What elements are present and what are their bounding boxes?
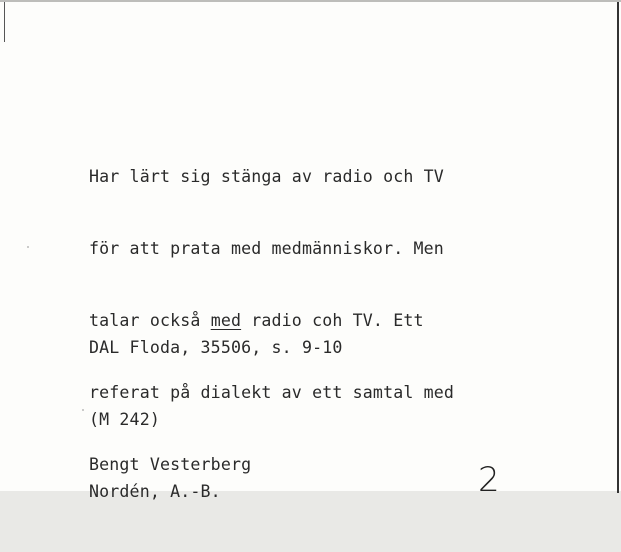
underlined-word: med: [210, 311, 242, 330]
handwritten-page-number: 2: [478, 460, 500, 500]
description-line: för att prata med medmänniskor. Men: [89, 239, 444, 258]
description-line-start: talar också: [89, 311, 211, 330]
description-line-end: radio coh TV. Ett: [241, 311, 424, 330]
card-reference: [89, 288, 343, 552]
description-line: Bengt Vesterberg: [89, 455, 252, 474]
reference-author: Nordén, A.-B.: [89, 482, 221, 501]
card-left-edge: [4, 2, 5, 42]
paper-speck: [27, 246, 29, 248]
description-line: Har lärt sig stänga av radio och TV: [89, 167, 444, 186]
reference-code: (M 242): [89, 410, 160, 429]
description-line: referat på dialekt av ett samtal med: [89, 383, 455, 402]
paper-speck: [82, 409, 84, 411]
card-right-edge: [617, 2, 619, 493]
reference-location: DAL Floda, 35506, s. 9-10: [89, 338, 343, 357]
